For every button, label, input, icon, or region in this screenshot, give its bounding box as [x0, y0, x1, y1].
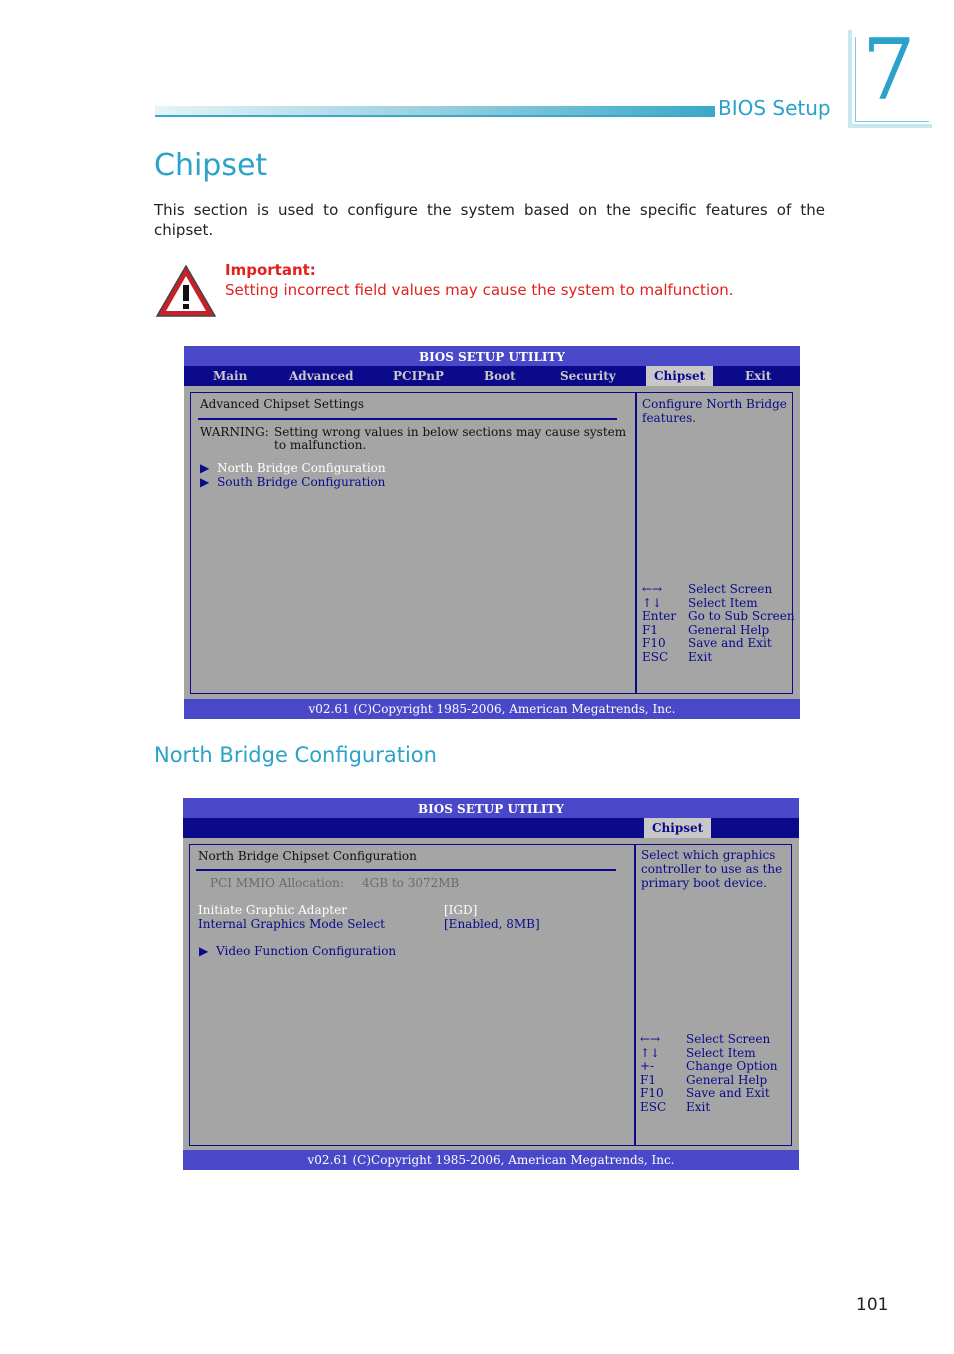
key-row	[640, 1074, 778, 1088]
key-row	[640, 1033, 778, 1047]
triangle-right-icon: ▶	[200, 461, 210, 475]
key-name: F1	[640, 1072, 656, 1087]
key-desc: Exit	[686, 1099, 711, 1114]
important-text: Setting incorrect field values may cause the system to malfunction.	[225, 281, 734, 299]
help-text-line-3: primary boot device.	[641, 876, 767, 890]
key-row	[640, 1060, 778, 1074]
help-text-line-2: features.	[642, 411, 697, 425]
key-desc: General Help	[688, 622, 770, 637]
important-title: Important:	[225, 261, 316, 279]
section-title: Advanced Chipset Settings	[200, 397, 365, 411]
key-desc: Select Screen	[686, 1032, 771, 1046]
key-row	[642, 597, 795, 611]
key-legend	[640, 1033, 778, 1114]
menu-exit[interactable]: Exit	[745, 369, 772, 383]
menu-chipset[interactable]: Chipset	[644, 818, 711, 838]
submenu-label: Video Function Configuration	[216, 944, 397, 958]
bios-title: BIOS SETUP UTILITY	[184, 346, 800, 366]
key-name: ↑↓	[642, 595, 663, 610]
submenu-north-bridge[interactable]	[200, 461, 386, 475]
bios-footer: v02.61 (C)Copyright 1985-2006, American Megatrends, Inc.	[184, 699, 800, 719]
mmio-label: PCI MMIO Allocation:	[210, 876, 344, 890]
key-desc: General Help	[686, 1072, 768, 1087]
setting-internal-graphics-mode[interactable]: Internal Graphics Mode Select	[198, 917, 385, 931]
section-title: North Bridge Chipset Configuration	[198, 849, 417, 863]
menu-pcipnp[interactable]: PCIPnP	[393, 369, 444, 383]
triangle-right-icon: ▶	[199, 944, 209, 958]
key-desc: Select Item	[688, 595, 758, 610]
menu-main[interactable]: Main	[213, 369, 248, 383]
menu-chipset[interactable]: Chipset	[646, 366, 713, 386]
key-name: Enter	[642, 609, 677, 623]
warning-icon	[155, 264, 217, 318]
triangle-right-icon: ▶	[200, 475, 210, 489]
key-row	[640, 1087, 778, 1101]
page-number: 101	[856, 1295, 889, 1315]
section-rule	[196, 869, 616, 871]
key-desc: Exit	[688, 649, 713, 664]
key-desc: Save and Exit	[688, 636, 772, 650]
help-text-line-1: Configure North Bridge	[642, 397, 787, 411]
setting-internal-graphics-mode-value[interactable]: [Enabled, 8MB]	[444, 917, 540, 931]
key-row	[642, 651, 795, 665]
key-row	[642, 583, 795, 597]
key-row	[642, 637, 795, 651]
bios-footer: v02.61 (C)Copyright 1985-2006, American Megatrends, Inc.	[183, 1150, 799, 1170]
header-section-title: BIOS Setup	[718, 96, 831, 120]
chapter-number: 7	[862, 21, 916, 119]
key-desc: Change Option	[686, 1059, 778, 1073]
warning-line-2: to malfunction.	[274, 438, 367, 452]
key-desc: Select Screen	[688, 582, 773, 596]
key-row	[640, 1047, 778, 1061]
key-name: ↑↓	[640, 1045, 661, 1060]
menu-boot[interactable]: Boot	[484, 369, 516, 383]
key-desc: Save and Exit	[686, 1086, 770, 1100]
key-name: ←→	[642, 582, 663, 596]
key-name: ESC	[642, 649, 669, 664]
submenu-video-function[interactable]	[199, 944, 396, 958]
submenu-label: North Bridge Configuration	[217, 461, 386, 475]
bios-menu-bar	[183, 818, 799, 838]
key-name: F10	[640, 1086, 664, 1100]
help-text-line-2: controller to use as the	[641, 862, 783, 876]
key-name: ←→	[640, 1032, 661, 1046]
setting-initiate-graphic-adapter[interactable]: Initiate Graphic Adapter	[198, 903, 347, 917]
key-name: F10	[642, 636, 666, 650]
menu-advanced[interactable]: Advanced	[289, 369, 354, 383]
bios-menu-bar	[184, 366, 800, 386]
setting-initiate-graphic-adapter-value[interactable]: [IGD]	[444, 903, 478, 917]
key-row	[642, 624, 795, 638]
bios-screen-chipset	[184, 346, 800, 719]
help-text-line-1: Select which graphics	[641, 848, 776, 862]
bios-screen-north-bridge	[183, 798, 799, 1170]
page-title: Chipset	[154, 148, 268, 183]
key-legend	[642, 583, 795, 664]
key-name: ESC	[640, 1099, 667, 1114]
key-row	[642, 610, 795, 624]
key-name: F1	[642, 622, 658, 637]
submenu-south-bridge[interactable]	[200, 475, 385, 489]
section-rule	[198, 418, 617, 420]
section-heading-north-bridge: North Bridge Configuration	[154, 743, 437, 767]
key-row	[640, 1101, 778, 1115]
bios-title: BIOS SETUP UTILITY	[183, 798, 799, 818]
key-name: +-	[640, 1059, 655, 1073]
warning-label: WARNING:	[200, 425, 269, 439]
warning-line-1: Setting wrong values in below sections may cause system	[274, 425, 627, 439]
mmio-value: 4GB to 3072MB	[362, 876, 460, 890]
submenu-label: South Bridge Configuration	[217, 475, 386, 489]
key-desc: Go to Sub Screen	[688, 609, 795, 623]
header-rule	[155, 115, 715, 117]
menu-security[interactable]: Security	[560, 369, 616, 383]
intro-paragraph: This section is used to configure the system based on the specific features of the chipset.	[154, 201, 825, 239]
key-desc: Select Item	[686, 1045, 756, 1060]
